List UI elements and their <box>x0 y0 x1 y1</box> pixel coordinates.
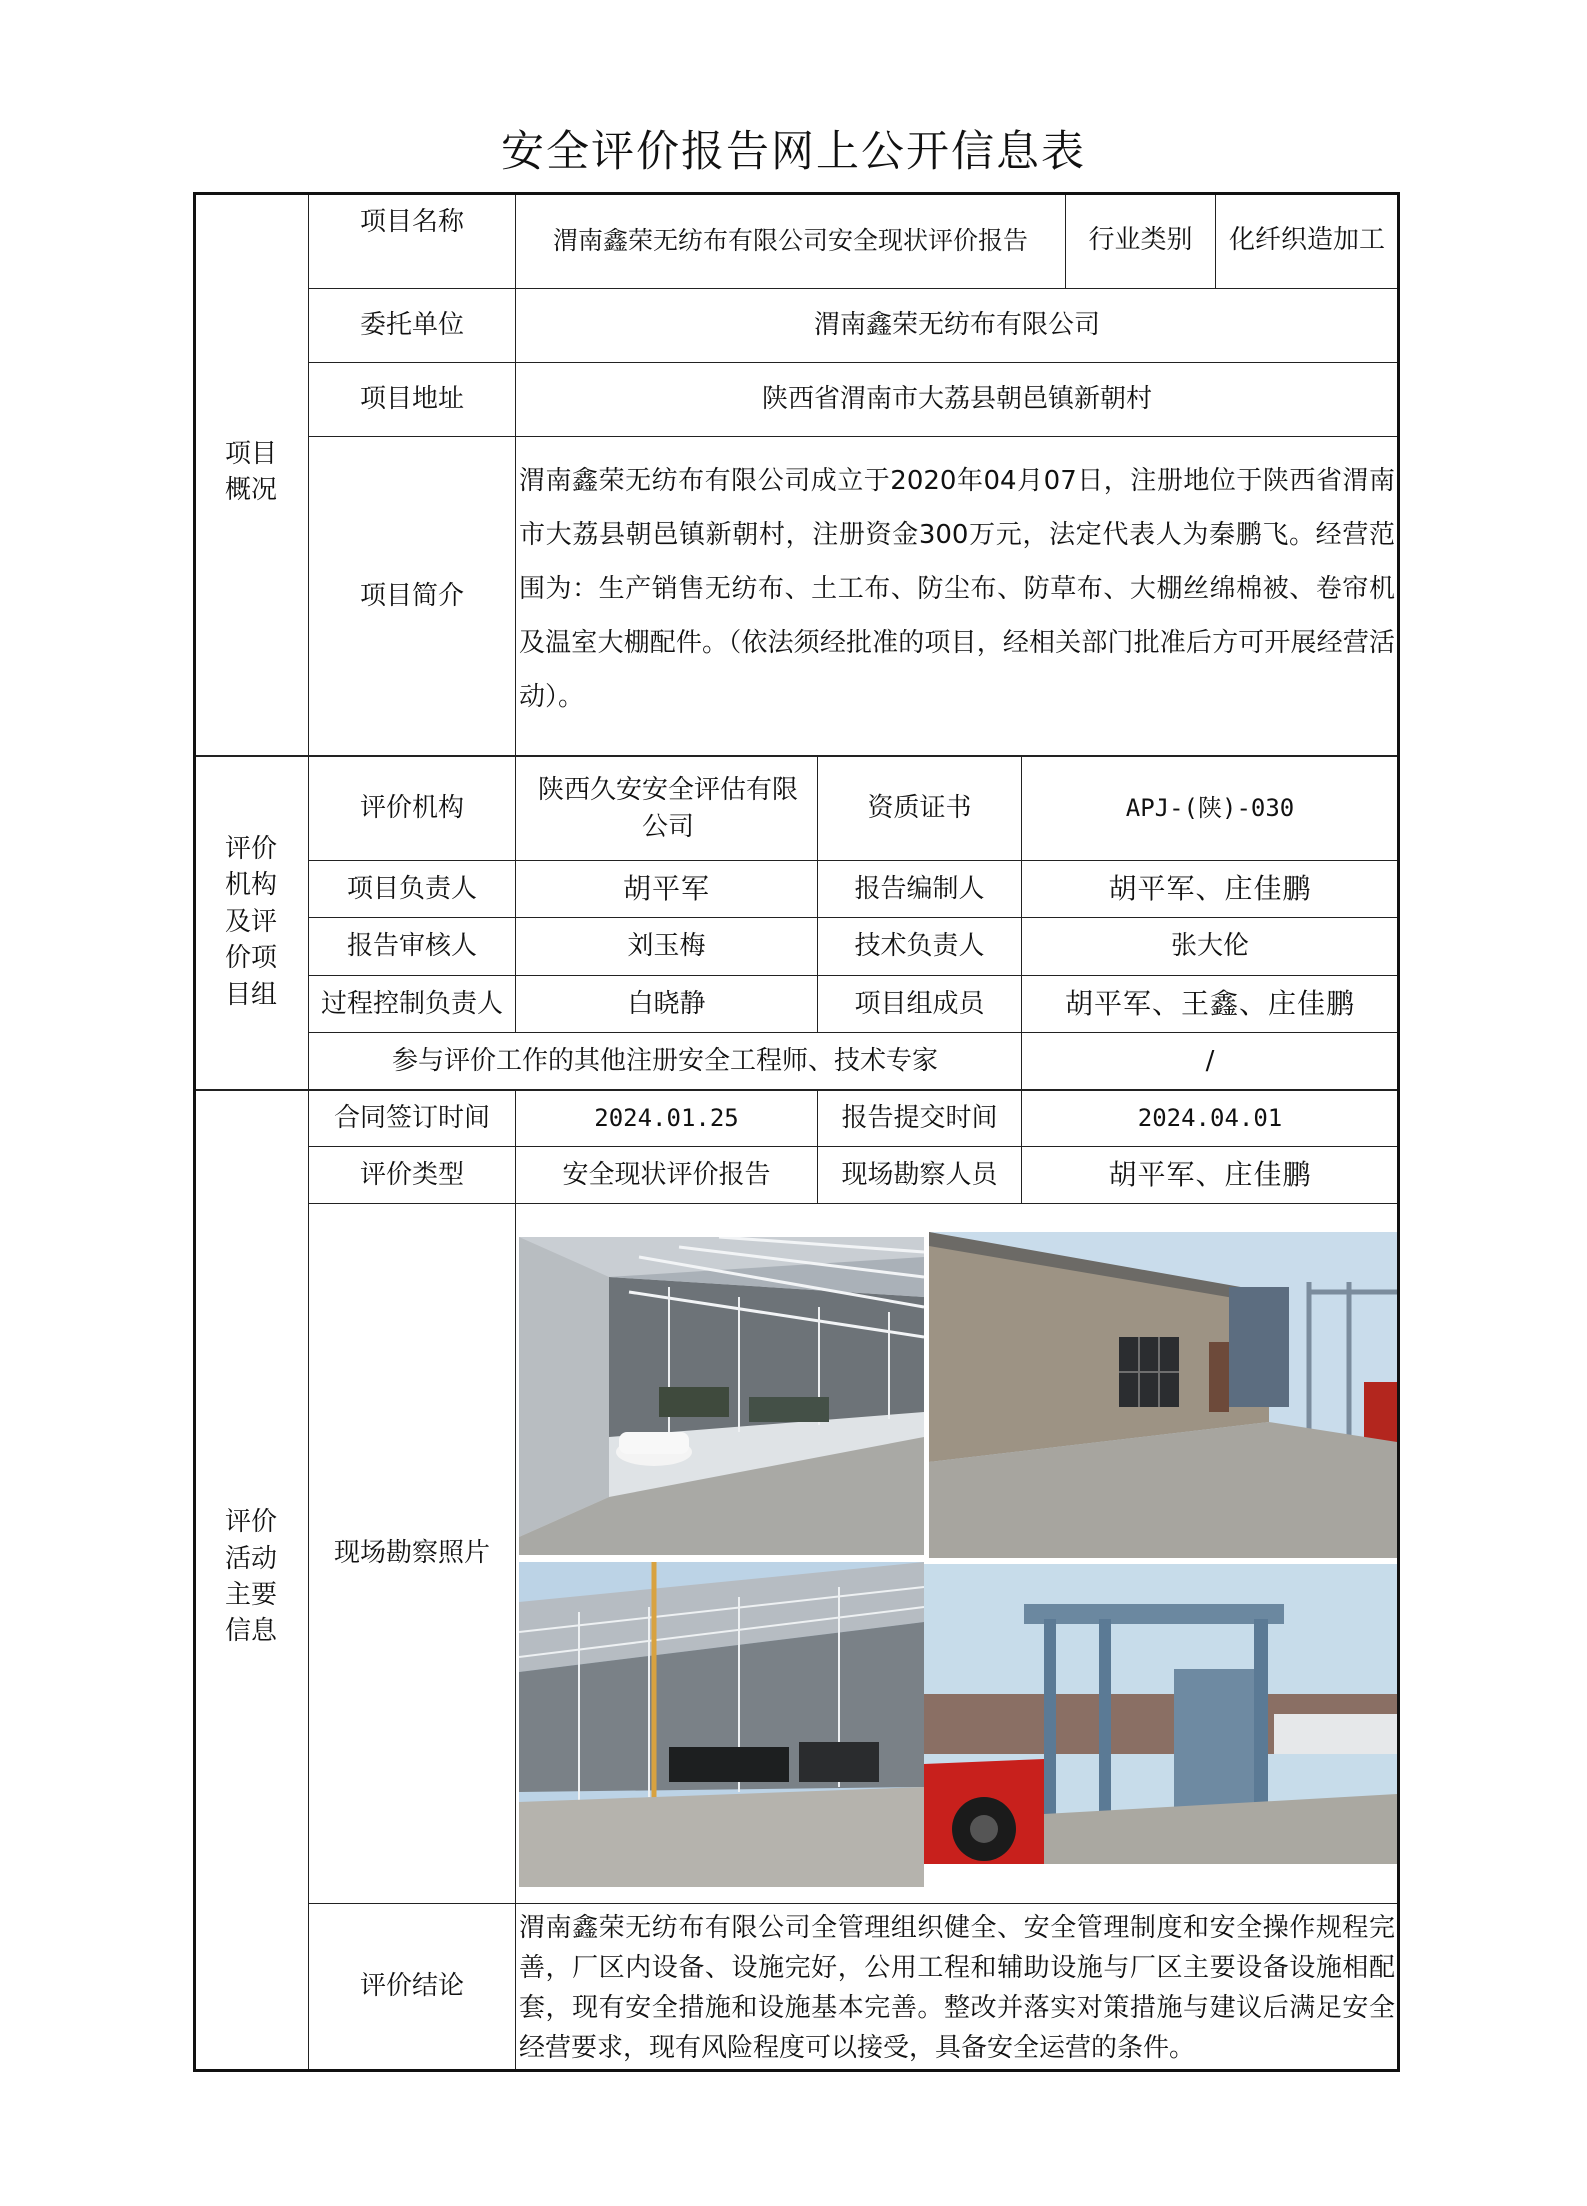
address-value: 陕西省渭南市大荔县朝邑镇新朝村 <box>761 384 1152 415</box>
intro-value: 渭南鑫荣无纺布有限公司成立于2020年04月07日，注册地位于陕西省渭南市大荔县朝邑镇新朝村，注册资金300万元，法定代表人为秦鹏飞。经营范围为：生产销售无纺布、土工布、防尘布、防草布、大棚丝绵棉被、卷帘机及温室大棚配件。（依法须经批准的项目，经相关部门批准后方可开展经营活动）。 <box>519 466 1395 712</box>
members-label: 项目组成员 <box>854 988 985 1019</box>
site-photo-warehouse-1 <box>519 1237 924 1555</box>
agency-label: 评价机构 <box>359 793 464 824</box>
project-name-value: 渭南鑫荣无纺布有限公司安全现状评价报告 <box>552 225 1028 255</box>
cert-label: 资质证书 <box>867 793 972 824</box>
intro-label: 项目简介 <box>359 580 464 611</box>
industry-value: 化纤织造加工 <box>1228 224 1385 255</box>
site-photo-warehouse-2 <box>519 1562 924 1887</box>
survey-label: 现场勘察人员 <box>841 1159 998 1190</box>
cert-value: APJ-(陕)-030 <box>1125 793 1295 822</box>
writer-value: 胡平军、庄佳鹏 <box>1108 872 1312 906</box>
info-table <box>193 192 1400 2072</box>
address-label: 项目地址 <box>359 384 464 415</box>
section-activity: 评价活动主要信息 <box>224 1507 277 1647</box>
writer-label: 报告编制人 <box>854 873 985 904</box>
photos-label: 现场勘察照片 <box>333 1538 490 1569</box>
site-photo-gantry <box>924 1564 1397 1864</box>
process-value: 白晓静 <box>627 988 706 1019</box>
type-value: 安全现状评价报告 <box>562 1159 771 1190</box>
reviewer-label: 报告审核人 <box>346 931 477 962</box>
client-label: 委托单位 <box>359 310 464 341</box>
type-label: 评价类型 <box>359 1159 464 1190</box>
page-title: 安全评价报告网上公开信息表 <box>501 127 1086 177</box>
leader-value: 胡平军 <box>622 872 710 906</box>
agency-value: 陕西久安安全评估有限公司 <box>537 775 798 842</box>
others-value: / <box>1205 1045 1215 1076</box>
conclusion-label: 评价结论 <box>359 1971 464 2002</box>
process-label: 过程控制负责人 <box>320 988 503 1019</box>
project-name-label: 项目名称 <box>359 206 464 237</box>
conclusion-value: 渭南鑫荣无纺布有限公司全管理组织健全、安全管理制度和安全操作规程完善，厂区内设备、设施完好，公用工程和辅助设施与厂区主要设备设施相配套，现有安全措施和设施基本完善。整改并落实对策措施与建议后满足安全经营要求，现有风险程度可以接受，具备安全运营的条件。 <box>519 1913 1395 2063</box>
others-label: 参与评价工作的其他注册安全工程师、技术专家 <box>391 1045 938 1076</box>
leader-label: 项目负责人 <box>346 873 477 904</box>
tech-label: 技术负责人 <box>854 931 985 962</box>
industry-label: 行业类别 <box>1088 224 1193 255</box>
contract-value: 2024.01.25 <box>594 1103 739 1132</box>
site-photo-building <box>929 1232 1397 1558</box>
client-value: 渭南鑫荣无纺布有限公司 <box>813 310 1100 341</box>
members-value: 胡平军、王鑫、庄佳鹏 <box>1064 987 1355 1021</box>
reviewer-value: 刘玉梅 <box>627 931 706 962</box>
survey-value: 胡平军、庄佳鹏 <box>1108 1158 1312 1192</box>
submit-value: 2024.04.01 <box>1137 1103 1283 1132</box>
section-org: 评价机构及评价项目组 <box>224 834 277 1010</box>
submit-label: 报告提交时间 <box>841 1103 998 1134</box>
section-overview: 项目概况 <box>225 438 278 505</box>
contract-label: 合同签订时间 <box>333 1103 490 1134</box>
tech-value: 张大伦 <box>1170 931 1249 962</box>
